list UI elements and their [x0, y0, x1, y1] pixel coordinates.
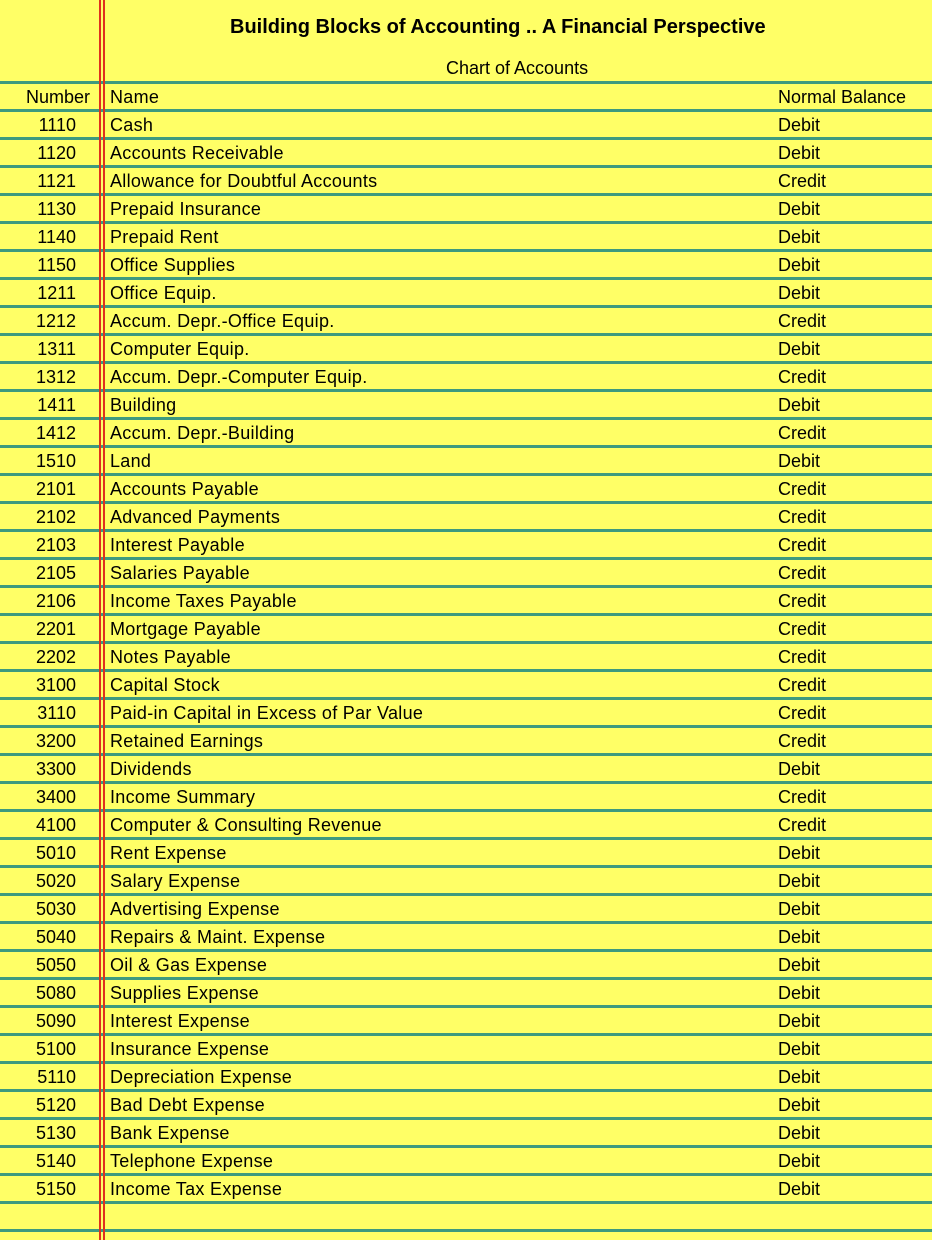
- account-name: Office Equip.: [110, 283, 217, 303]
- ruled-line: [0, 1229, 932, 1232]
- normal-balance: Debit: [778, 199, 821, 219]
- account-name: Bad Debt Expense: [110, 1095, 265, 1115]
- table-row: [0, 1147, 932, 1175]
- account-number: 1311: [37, 339, 76, 359]
- table-row: [0, 895, 932, 923]
- table-row: [0, 699, 932, 727]
- normal-balance: Credit: [778, 787, 827, 807]
- account-name: Supplies Expense: [110, 983, 259, 1003]
- normal-balance: Debit: [778, 283, 821, 303]
- account-name: Retained Earnings: [110, 731, 264, 751]
- account-name: Accum. Depr.-Computer Equip.: [110, 367, 368, 387]
- table-row: [0, 419, 932, 447]
- normal-balance: Credit: [778, 423, 827, 443]
- account-number: 5020: [35, 871, 76, 891]
- account-number: 1120: [37, 143, 76, 163]
- table-row: [0, 307, 932, 335]
- account-number: 5050: [35, 955, 76, 975]
- table-row: [0, 1007, 932, 1035]
- normal-balance: Debit: [778, 871, 821, 891]
- table-row: [0, 195, 932, 223]
- normal-balance: Debit: [778, 115, 821, 135]
- table-row: [0, 643, 932, 671]
- account-name: Advertising Expense: [110, 899, 280, 919]
- account-name: Computer & Consulting Revenue: [110, 815, 382, 835]
- normal-balance: Debit: [778, 451, 821, 471]
- normal-balance: Credit: [778, 731, 827, 751]
- account-number: 3110: [37, 703, 76, 723]
- account-name: Income Tax Expense: [110, 1179, 283, 1199]
- table-row: [0, 335, 932, 363]
- account-number: 5010: [35, 843, 76, 863]
- table-row: [0, 447, 932, 475]
- account-number: 5100: [35, 1039, 76, 1059]
- account-name: Office Supplies: [110, 255, 236, 275]
- account-number: 5080: [35, 983, 76, 1003]
- account-number: 5030: [35, 899, 76, 919]
- account-number: 3400: [35, 787, 76, 807]
- account-name: Cash: [110, 115, 154, 135]
- normal-balance: Credit: [778, 311, 827, 331]
- page-subtitle: Chart of Accounts: [446, 58, 589, 78]
- table-row: [0, 475, 932, 503]
- account-name: Income Taxes Payable: [110, 591, 297, 611]
- account-number: 1412: [35, 423, 76, 443]
- normal-balance: Debit: [778, 339, 821, 359]
- table-row: [0, 111, 932, 139]
- account-number: 2202: [35, 647, 76, 667]
- normal-balance: Debit: [778, 1123, 821, 1143]
- account-number: 3300: [35, 759, 76, 779]
- table-row: [0, 391, 932, 419]
- table-row: [0, 1035, 932, 1063]
- normal-balance: Debit: [778, 395, 821, 415]
- table-row: [0, 1119, 932, 1147]
- normal-balance: Credit: [778, 703, 827, 723]
- ruled-line: [0, 81, 932, 84]
- normal-balance: Credit: [778, 507, 827, 527]
- account-name: Salary Expense: [110, 871, 241, 891]
- normal-balance: Debit: [778, 983, 821, 1003]
- account-number: 5140: [35, 1151, 76, 1171]
- account-name: Prepaid Insurance: [110, 199, 262, 219]
- account-name: Accounts Receivable: [110, 143, 284, 163]
- account-name: Income Summary: [110, 787, 256, 807]
- account-name: Computer Equip.: [110, 339, 250, 359]
- table-row: [0, 1175, 932, 1203]
- table-row: [0, 363, 932, 391]
- account-number: 2201: [35, 619, 76, 639]
- account-number: 5150: [35, 1179, 76, 1199]
- table-row: [0, 1063, 932, 1091]
- number-column-header: Number: [25, 87, 90, 107]
- table-row: [0, 671, 932, 699]
- normal-balance: Debit: [778, 143, 821, 163]
- table-row: [0, 839, 932, 867]
- table-row: [0, 167, 932, 195]
- normal-balance: Debit: [778, 759, 821, 779]
- margin-line-left: [99, 0, 101, 1240]
- table-row: [0, 279, 932, 307]
- account-name: Accum. Depr.-Building: [110, 423, 295, 443]
- account-name: Accounts Payable: [110, 479, 259, 499]
- normal-balance: Credit: [778, 675, 827, 695]
- table-row: [0, 139, 932, 167]
- normal-balance: Credit: [778, 535, 827, 555]
- table-header: [0, 83, 932, 111]
- normal-balance: Credit: [778, 367, 827, 387]
- account-number: 2103: [35, 535, 76, 555]
- table-row: [0, 783, 932, 811]
- account-number: 1130: [37, 199, 76, 219]
- account-name: Allowance for Doubtful Accounts: [110, 171, 378, 191]
- normal-balance: Debit: [778, 255, 821, 275]
- normal-balance: Debit: [778, 1011, 821, 1031]
- table-row: [0, 979, 932, 1007]
- normal-balance: Credit: [778, 563, 827, 583]
- account-name: Oil & Gas Expense: [110, 955, 268, 975]
- account-number: 2105: [35, 563, 76, 583]
- account-name: Capital Stock: [110, 675, 220, 695]
- account-name: Advanced Payments: [110, 507, 281, 527]
- table-row: [0, 559, 932, 587]
- account-name: Interest Expense: [110, 1011, 250, 1031]
- account-number: 5110: [37, 1067, 76, 1087]
- normal-balance: Debit: [778, 227, 821, 247]
- account-number: 1312: [35, 367, 76, 387]
- normal-balance: Credit: [778, 815, 827, 835]
- account-number: 4100: [35, 815, 76, 835]
- account-name: Salaries Payable: [110, 563, 250, 583]
- normal-balance: Debit: [778, 1067, 821, 1087]
- table-row: [0, 531, 932, 559]
- table-row: [0, 223, 932, 251]
- table-row: [0, 755, 932, 783]
- account-name: Interest Payable: [110, 535, 245, 555]
- normal-balance: Debit: [778, 1151, 821, 1171]
- table-row: [0, 923, 932, 951]
- table-row: [0, 727, 932, 755]
- account-name: Notes Payable: [110, 647, 231, 667]
- normal-balance: Credit: [778, 591, 827, 611]
- account-number: 5040: [35, 927, 76, 947]
- account-number: 5120: [35, 1095, 76, 1115]
- account-name: Building: [110, 395, 177, 415]
- normal-balance: Credit: [778, 647, 827, 667]
- account-name: Rent Expense: [110, 843, 227, 863]
- normal-balance: Debit: [778, 955, 821, 975]
- normal-balance: Credit: [778, 619, 827, 639]
- normal-balance: Credit: [778, 479, 827, 499]
- table-row: [0, 587, 932, 615]
- normal-balance: Debit: [778, 927, 821, 947]
- account-number: 3200: [35, 731, 76, 751]
- normal-balance: Debit: [778, 1039, 821, 1059]
- account-name: Mortgage Payable: [110, 619, 261, 639]
- table-row: [0, 615, 932, 643]
- table-row: [0, 867, 932, 895]
- normal-balance: Debit: [778, 1095, 821, 1115]
- account-name: Bank Expense: [110, 1123, 230, 1143]
- account-name: Dividends: [110, 759, 192, 779]
- account-number: 1212: [35, 311, 76, 331]
- account-name: Accum. Depr.-Office Equip.: [110, 311, 335, 331]
- account-name: Insurance Expense: [110, 1039, 270, 1059]
- table-row: [0, 503, 932, 531]
- name-column-header: Name: [110, 87, 160, 107]
- account-number: 5090: [35, 1011, 76, 1031]
- account-number: 2106: [35, 591, 76, 611]
- account-name: Telephone Expense: [110, 1151, 274, 1171]
- normal-balance: Debit: [778, 843, 821, 863]
- account-name: Repairs & Maint. Expense: [110, 927, 326, 947]
- account-number: 1150: [37, 255, 76, 275]
- account-name: Land: [110, 451, 152, 471]
- account-name: Paid-in Capital in Excess of Par Value: [110, 703, 424, 723]
- account-number: 1211: [37, 283, 76, 303]
- normal-balance: Credit: [778, 171, 827, 191]
- account-number: 1110: [38, 115, 76, 135]
- table-row: [0, 811, 932, 839]
- account-number: 3100: [35, 675, 76, 695]
- account-name: Prepaid Rent: [110, 227, 219, 247]
- normal-balance: Debit: [778, 1179, 821, 1199]
- account-number: 1121: [37, 171, 76, 191]
- account-number: 2102: [35, 507, 76, 527]
- account-name: Depreciation Expense: [110, 1067, 293, 1087]
- account-number: 1411: [37, 395, 76, 415]
- account-number: 5130: [35, 1123, 76, 1143]
- account-number: 1140: [37, 227, 76, 247]
- table-row: [0, 251, 932, 279]
- table-row: [0, 1091, 932, 1119]
- page-title: Building Blocks of Accounting .. A Financial Perspective: [230, 16, 766, 38]
- table-row: [0, 951, 932, 979]
- margin-line-right: [103, 0, 105, 1240]
- account-number: 2101: [35, 479, 76, 499]
- account-number: 1510: [35, 451, 76, 471]
- normal-balance-column-header: Normal Balance: [778, 87, 907, 107]
- normal-balance: Debit: [778, 899, 821, 919]
